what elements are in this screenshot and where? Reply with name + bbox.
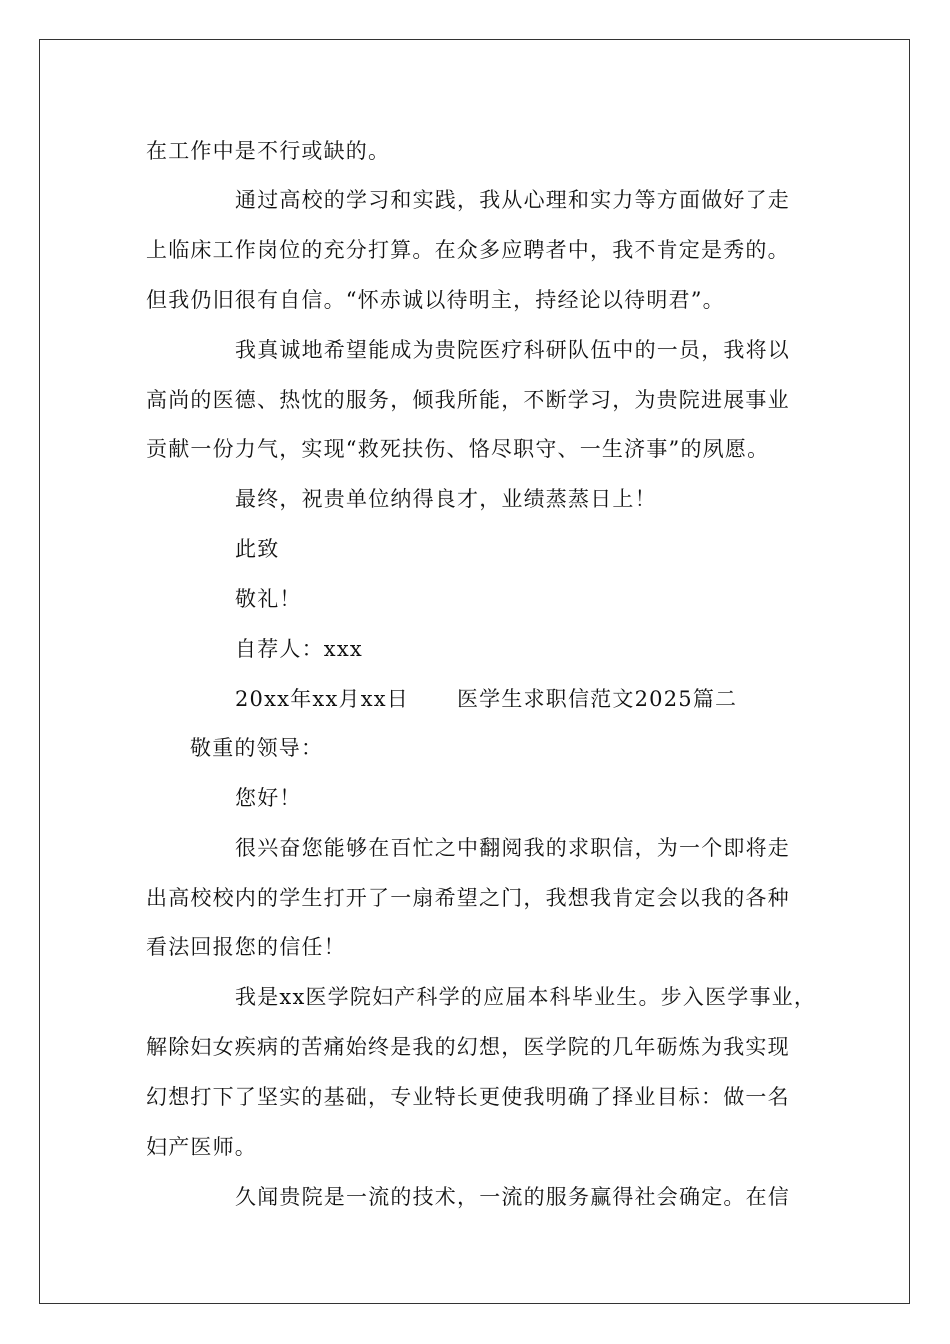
paragraph-line: 通过高校的学习和实践，我从心理和实力等方面做好了走: [235, 188, 790, 212]
page-border: [39, 39, 910, 1304]
date-text: 20xx年xx月xx日: [235, 687, 409, 711]
paragraph-line: 高尚的医德、热忱的服务，倾我所能，不断学习，为贵院进展事业: [146, 388, 790, 412]
paragraph-line: 妇产医师。: [146, 1135, 257, 1159]
paragraph-line: 但我仍旧很有自信。“怀赤诚以待明主，持经论以待明君”。: [146, 288, 725, 312]
date-and-heading-line: [235, 685, 737, 713]
paragraph-line: 久闻贵院是一流的技术，一流的服务赢得社会确定。在信: [235, 1185, 790, 1209]
paragraph-line: 在工作中是不行或缺的。: [146, 139, 391, 163]
paragraph-line: 上临床工作岗位的充分打算。在众多应聘者中，我不肯定是秀的。: [146, 238, 790, 262]
closing-wish: 最终，祝贵单位纳得良才，业绩蒸蒸日上！: [235, 487, 657, 511]
greeting-hello: 您好！: [235, 786, 302, 810]
paragraph-line: 出高校校内的学生打开了一扇希望之门，我想我肯定会以我的各种: [146, 886, 790, 910]
paragraph-line: 贡献一份力气，实现“救死扶伤、恪尽职守、一生济事”的夙愿。: [146, 437, 770, 461]
paragraph-line: 幻想打下了坚实的基础，专业特长更使我明确了择业目标：做一名: [146, 1085, 790, 1109]
paragraph-line: 看法回报您的信任！: [146, 935, 346, 959]
paragraph-line: 解除妇女疾病的苦痛始终是我的幻想，医学院的几年砺炼为我实现: [146, 1035, 790, 1059]
signature-line: 自荐人：xxx: [235, 637, 363, 661]
salutation-close: 此致: [235, 537, 280, 561]
salutation-regards: 敬礼！: [235, 587, 302, 611]
greeting-line: 敬重的领导：: [190, 736, 324, 760]
paragraph-line: 我真诚地希望能成为贵院医疗科研队伍中的一员，我将以: [235, 338, 790, 362]
paragraph-line: 我是xx医学院妇产科学的应届本科毕业生。步入医学事业，: [235, 985, 817, 1009]
section-heading: 医学生求职信范文2025篇二: [456, 687, 738, 711]
paragraph-line: 很兴奋您能够在百忙之中翻阅我的求职信，为一个即将走: [235, 836, 790, 860]
